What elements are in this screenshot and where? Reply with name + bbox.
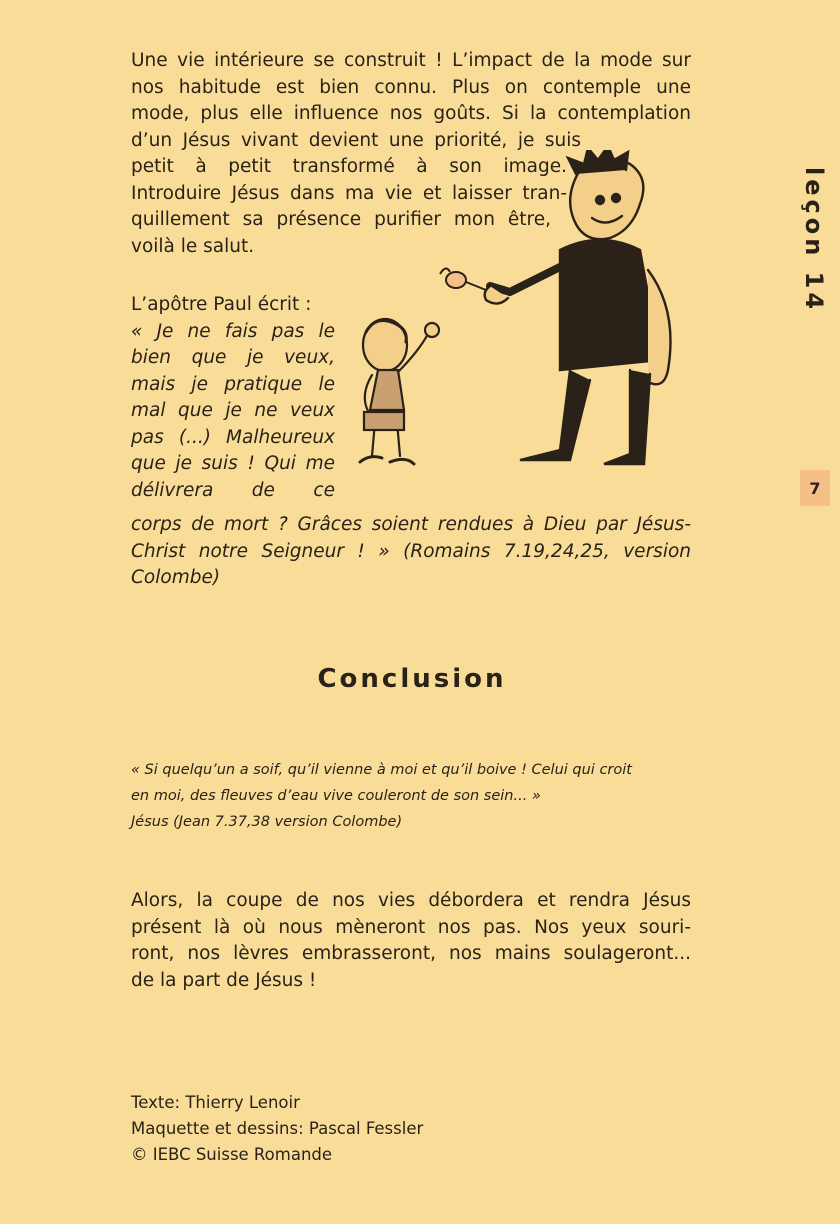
section-title: Conclusion [317, 664, 507, 694]
quote-line: que je suis ! Qui me [131, 453, 335, 474]
text-line: présent là où nous mèneront nos pas. Nos yeux souri- [131, 916, 691, 938]
paul-paragraph [131, 292, 335, 504]
quote-line: Colombe) [131, 567, 221, 588]
quote-line: bien que je veux, [131, 347, 335, 368]
text-line: de la part de Jésus ! [131, 969, 317, 991]
text-line: petit à petit transformé à son image. [131, 156, 567, 177]
paul-quote-continued [131, 512, 691, 592]
credit-text: Texte: Thierry Lenoir [131, 1093, 300, 1112]
quote-line: délivrera de ce [131, 479, 335, 501]
text-line: L’apôtre Paul écrit : [131, 294, 312, 315]
page-number: 7 [800, 470, 830, 506]
text-line: Alors, la coupe de nos vies débordera et rendra Jésus [131, 890, 691, 911]
text-line: ront, nos lèvres embrasseront, nos mains soulageront... [131, 943, 691, 964]
text-line: voilà le salut. [131, 235, 255, 257]
lesson-label [790, 150, 838, 330]
quote-line: pas (...) Malheureux [131, 426, 335, 448]
quote-line: « Si quelqu’un a soif, qu’il vienne à moi et qu’il boive ! Celui qui croit [131, 762, 632, 778]
text-line: d’un Jésus vivant devient une priorité, je suis [131, 129, 581, 151]
quote-line: mal que je ne veux [131, 400, 335, 421]
text-line: mode, plus elle influence nos goûts. Si la contemplation [131, 103, 691, 124]
quote-line: mais je pratique le [131, 373, 335, 395]
conclusion-paragraph [131, 888, 691, 994]
text-line: nos habitude est bien connu. Plus on contemple une [131, 76, 691, 98]
jesus-quote [131, 757, 691, 835]
child-figure-icon [360, 319, 439, 464]
quote-line: « Je ne fais pas le [131, 320, 335, 342]
credit-layout: Maquette et dessins: Pascal Fessler [131, 1119, 424, 1138]
credit-copyright: © IEBC Suisse Romande [131, 1145, 333, 1164]
man-figure-icon [485, 150, 671, 464]
cartoon-illustration [330, 150, 710, 490]
quote-line: en moi, des fleuves d’eau vive couleront de son sein... » [131, 788, 541, 804]
credits [131, 1090, 423, 1168]
quote-line: Christ notre Seigneur ! » (Romains 7.19,24,25, version [131, 540, 691, 562]
text-line: Introduire Jésus dans ma vie et laisser tran- [131, 182, 567, 204]
quote-line: corps de mort ? Grâces soient rendues à Dieu par Jésus- [131, 514, 691, 535]
lesson-label-text: leçon 14 [800, 166, 828, 314]
quote-attribution: Jésus (Jean 7.37,38 version Colombe) [131, 814, 403, 830]
text-line: Une vie intérieure se construit ! L’impact de la mode sur [131, 50, 691, 71]
text-line: quillement sa présence purifier mon être, [131, 209, 551, 230]
